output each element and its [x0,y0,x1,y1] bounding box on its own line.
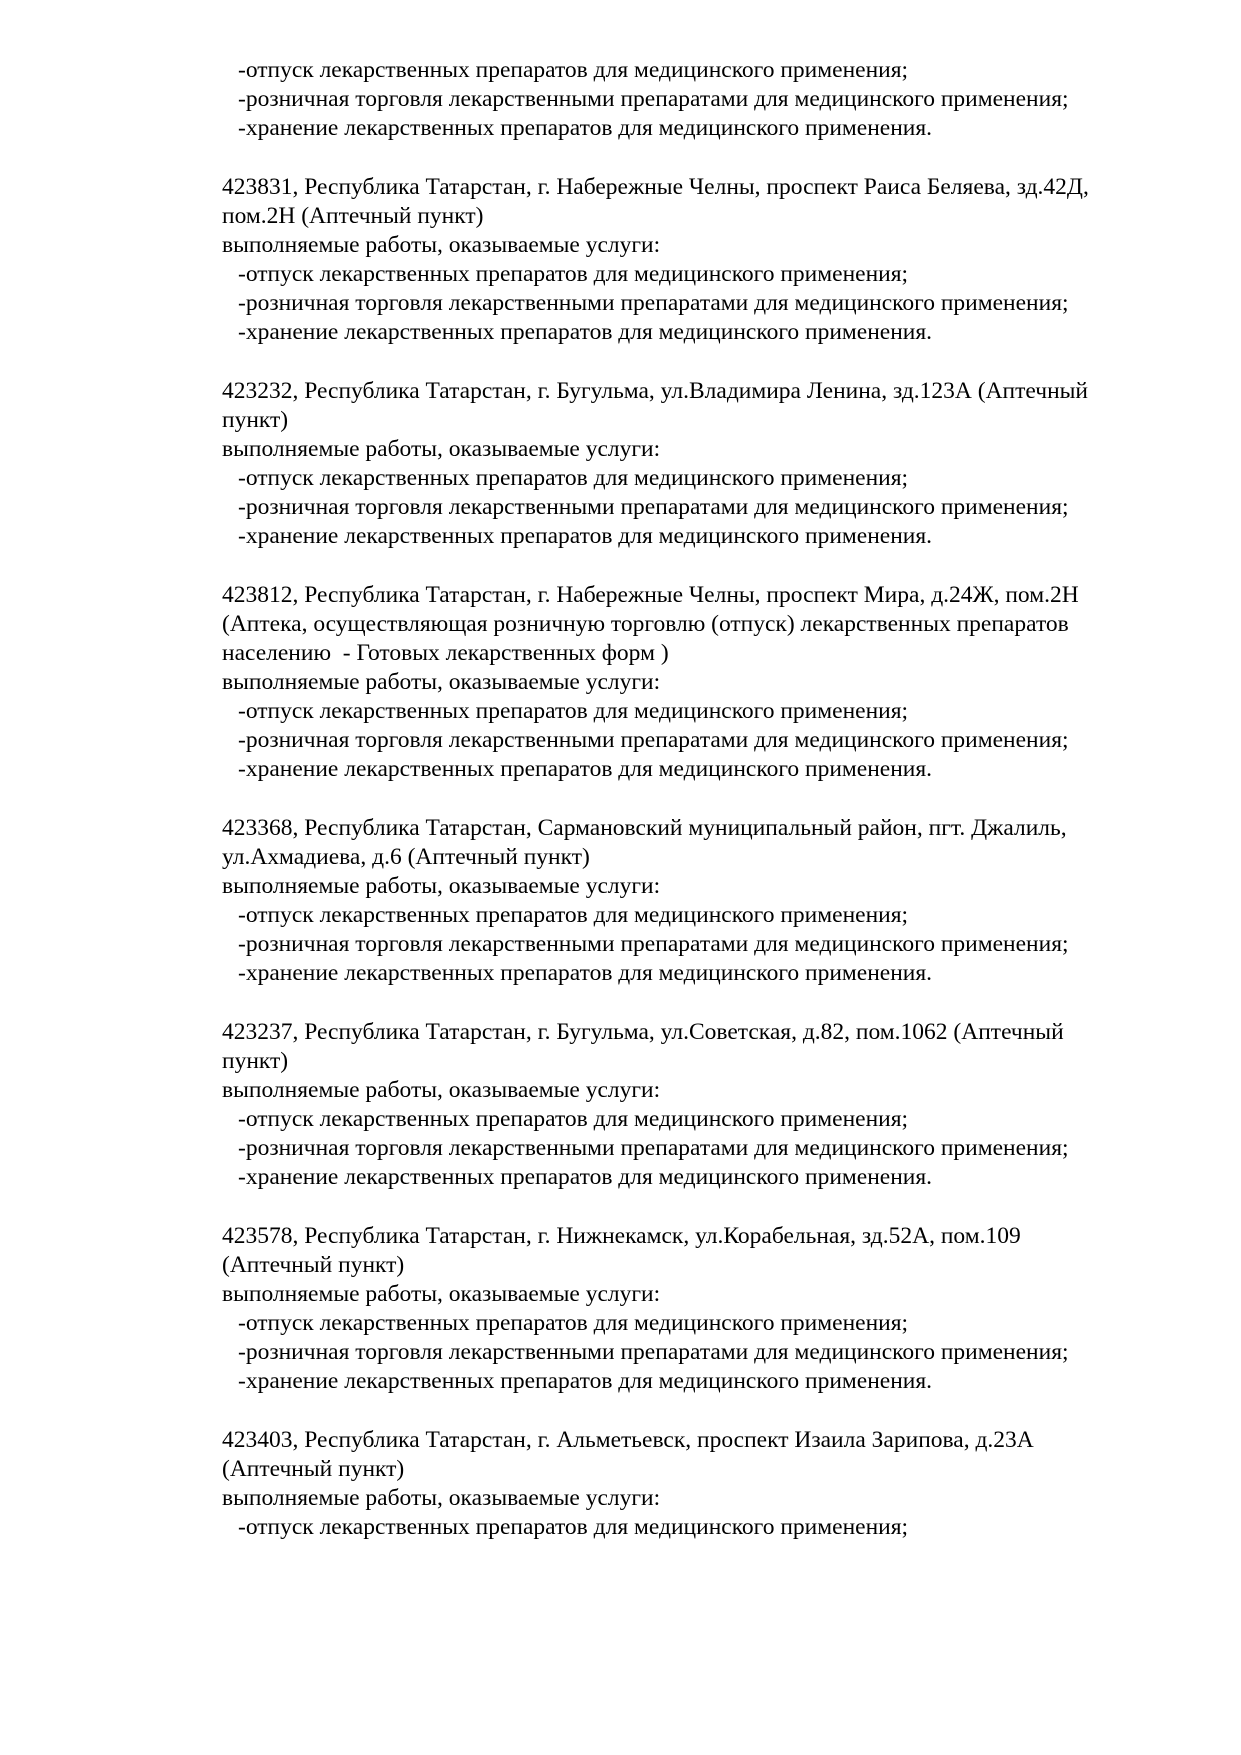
service-item: -отпуск лекарственных препаратов для медицинского применения; [238,57,909,83]
service-item: -розничная торговля лекарственными препаратами для медицинского применения; [238,931,1069,957]
service-item: -отпуск лекарственных препаратов для медицинского применения; [238,902,909,928]
address-line: населению - Готовых лекарственных форм ) [222,640,669,666]
address-line: (Аптека, осуществляющая розничную торговлю (отпуск) лекарственных препаратов [222,611,1069,637]
service-item: -отпуск лекарственных препаратов для медицинского применения; [238,1514,909,1540]
document-page [222,56,1167,1542]
service-item: -хранение лекарственных препаратов для медицинского применения. [238,960,933,986]
services-heading: выполняемые работы, оказываемые услуги: [222,873,661,899]
address-line: (Аптечный пункт) [222,1456,405,1482]
service-item: -отпуск лекарственных препаратов для медицинского применения; [238,465,909,491]
service-item: -розничная торговля лекарственными препаратами для медицинского применения; [238,1339,1069,1365]
service-item: -отпуск лекарственных препаратов для медицинского применения; [238,1106,909,1132]
address-line: ул.Ахмадиева, д.6 (Аптечный пункт) [222,844,590,870]
pharmacy-block [222,173,1167,347]
services-heading: выполняемые работы, оказываемые услуги: [222,1485,661,1511]
continuation-block [222,56,1167,143]
service-item: -отпуск лекарственных препаратов для медицинского применения; [238,261,909,287]
service-item: -отпуск лекарственных препаратов для медицинского применения; [238,698,909,724]
service-item: -розничная торговля лекарственными препаратами для медицинского применения; [238,290,1069,316]
pharmacy-block [222,377,1167,551]
address-line: пункт) [222,1048,289,1074]
address-line: пункт) [222,407,289,433]
service-item: -хранение лекарственных препаратов для медицинского применения. [238,1368,933,1394]
pharmacy-block [222,1426,1167,1542]
service-item: -розничная торговля лекарственными препаратами для медицинского применения; [238,86,1069,112]
service-item: -хранение лекарственных препаратов для медицинского применения. [238,319,933,345]
service-item: -хранение лекарственных препаратов для медицинского применения. [238,756,933,782]
address-line: 423831, Республика Татарстан, г. Набережные Челны, проспект Раиса Беляева, зд.42Д, [222,174,1089,200]
address-line: (Аптечный пункт) [222,1252,405,1278]
service-item: -розничная торговля лекарственными препаратами для медицинского применения; [238,1135,1069,1161]
address-line: 423812, Республика Татарстан, г. Набережные Челны, проспект Мира, д.24Ж, пом.2Н [222,582,1079,608]
address-line: 423368, Республика Татарстан, Сармановский муниципальный район, пгт. Джалиль, [222,815,1067,841]
services-heading: выполняемые работы, оказываемые услуги: [222,669,661,695]
pharmacy-block [222,814,1167,988]
pharmacy-block [222,1222,1167,1396]
address-line: 423232, Республика Татарстан, г. Бугульма, ул.Владимира Ленина, зд.123А (Аптечный [222,378,1089,404]
address-line: пом.2Н (Аптечный пункт) [222,203,484,229]
pharmacy-block [222,581,1167,784]
address-line: 423578, Республика Татарстан, г. Нижнекамск, ул.Корабельная, зд.52А, пом.109 [222,1223,1021,1249]
service-item: -хранение лекарственных препаратов для медицинского применения. [238,1164,933,1190]
services-heading: выполняемые работы, оказываемые услуги: [222,1281,661,1307]
services-heading: выполняемые работы, оказываемые услуги: [222,232,661,258]
service-item: -отпуск лекарственных препаратов для медицинского применения; [238,1310,909,1336]
service-item: -хранение лекарственных препаратов для медицинского применения. [238,523,933,549]
pharmacy-block [222,1018,1167,1192]
service-item: -розничная торговля лекарственными препаратами для медицинского применения; [238,727,1069,753]
services-heading: выполняемые работы, оказываемые услуги: [222,1077,661,1103]
address-line: 423403, Республика Татарстан, г. Альметьевск, проспект Изаила Зарипова, д.23А [222,1427,1034,1453]
services-heading: выполняемые работы, оказываемые услуги: [222,436,661,462]
service-item: -розничная торговля лекарственными препаратами для медицинского применения; [238,494,1069,520]
service-item: -хранение лекарственных препаратов для медицинского применения. [238,115,933,141]
address-line: 423237, Республика Татарстан, г. Бугульма, ул.Советская, д.82, пом.1062 (Аптечный [222,1019,1064,1045]
